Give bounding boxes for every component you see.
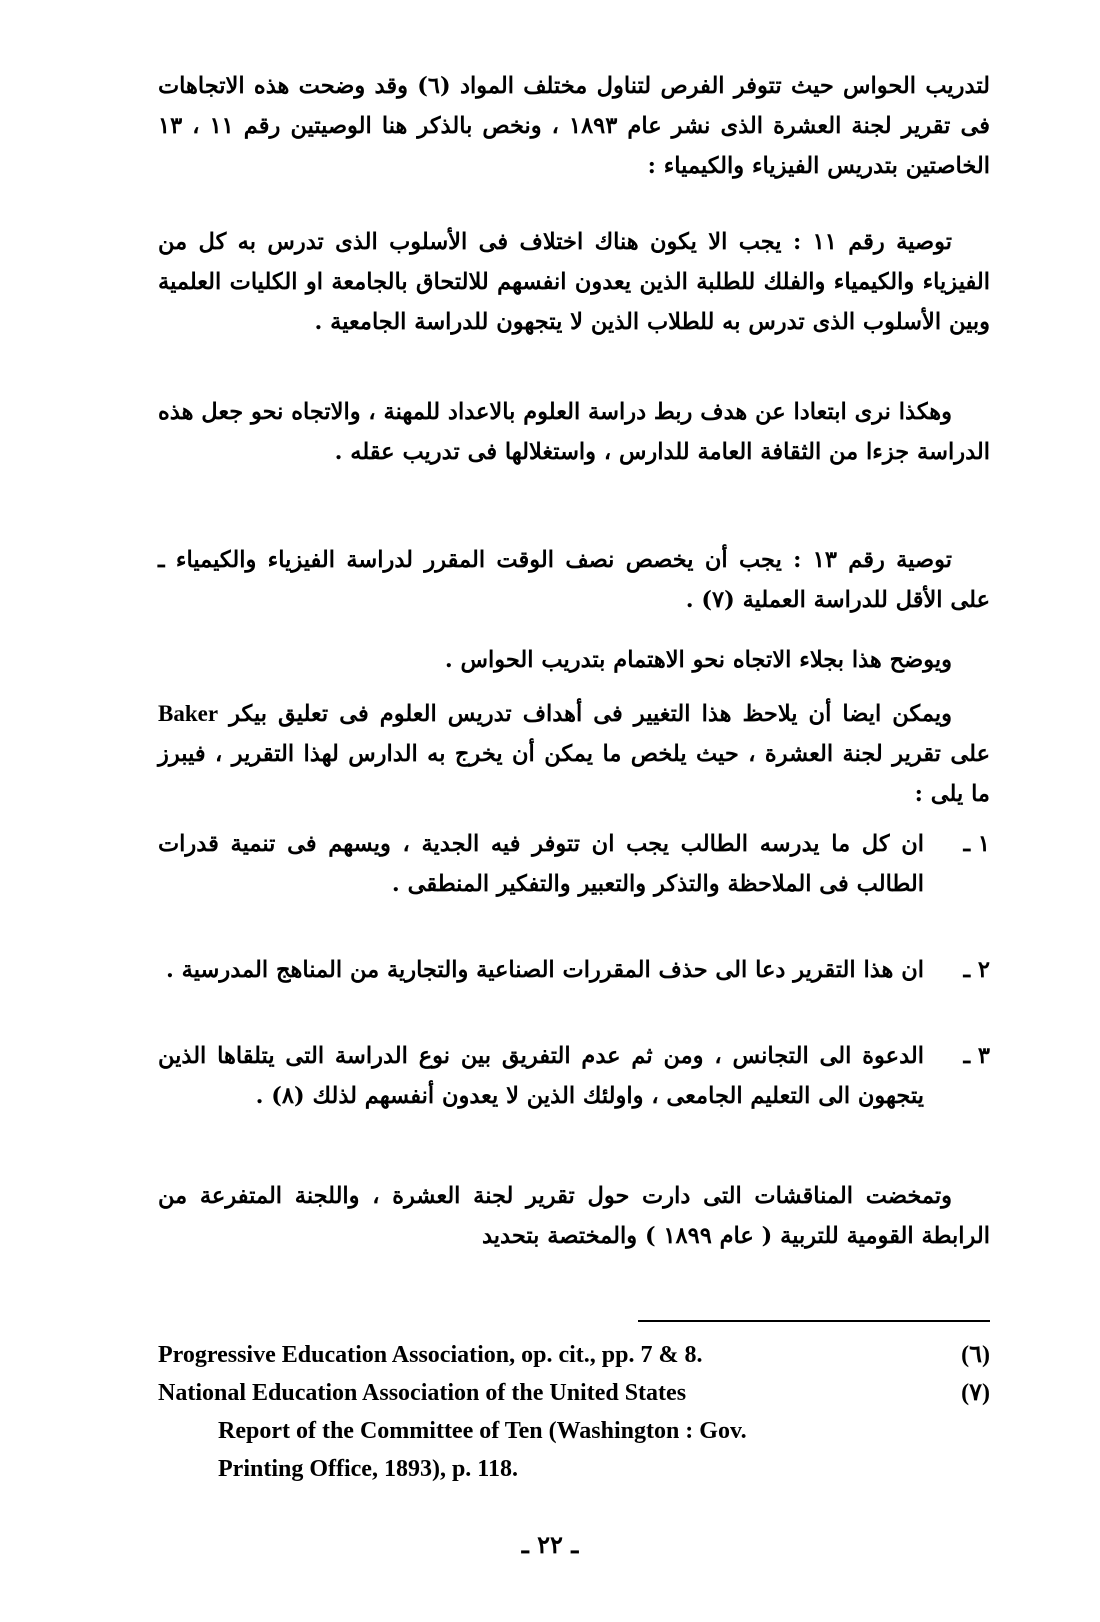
list-text: ان كل ما يدرسه الطالب يجب ان تتوفر فيه الجدية ، ويسهم فى تنمية قدرات الطالب فى الملاحظة والتذكر والتعبير والتفكير المنطقى . [158,831,924,897]
footnote-7 [158,1374,990,1488]
list-number: ٣ ـ [963,1043,990,1069]
footnote-divider [638,1320,990,1322]
footnote-line: Printing Office, 1893), p. 118. [218,1456,518,1482]
list-text: الدعوة الى التجانس ، ومن ثم عدم التفريق بين نوع الدراسة التى يتلقاها الذين يتجهون الى التعليم الجامعى ، واولئك الذين لا يعدون أنفسهم لذلك (٨) . [158,1043,924,1109]
footnote-line: Report of the Committee of Ten (Washington : Gov. [218,1418,747,1444]
list-item-1 [158,824,990,904]
recommendation-11: توصية رقم ١١ : يجب الا يكون هناك اختلاف فى الأسلوب الذى تدرس به كل من الفيزياء والكيمياء والفلك للطلبة الذين يعدون انفسهم للالتحاق بالجامعة او الكليات العلمية وبين الأسلوب الذى تدرس به للطلاب الذين لا يتجهون للدراسة الجامعية . [158,229,990,335]
list-text: ان هذا التقرير دعا الى حذف المقررات الصناعية والتجارية من المناهج المدرسية . [165,957,924,983]
footnote-marker: (٧) [961,1380,990,1406]
page-number: ـ ٢٢ ـ [521,1530,579,1559]
footnote-line: National Education Association of the United States [158,1380,687,1406]
baker-paragraph [158,694,990,814]
footnote-line: Progressive Education Association, op. cit., pp. 7 & 8. [158,1342,703,1368]
list-item-2 [158,950,990,990]
recommendation-13: توصية رقم ١٣ : يجب أن يخصص نصف الوقت المقرر لدراسة الفيزياء والكيمياء ـ على الأقل للدراسة العملية (٧) . [158,547,990,613]
closing-paragraph: وتمخضت المناقشات التى دارت حول تقرير لجنة العشرة ، واللجنة المتفرعة من الرابطة القومية للتربية ( عام ١٨٩٩ ) والمختصة بتحديد [158,1183,990,1249]
baker-text-before: ويمكن ايضا أن يلاحظ هذا التغيير فى أهداف تدريس العلوم فى تعليق بيكر [229,701,952,727]
footnote-6 [158,1336,990,1374]
list-number: ١ ـ [963,831,990,857]
baker-text-after: على تقرير لجنة العشرة ، حيث يلخص ما يمكن أن يخرج به الدارس لهذا التقرير ، فيبرز ما يلى : [158,741,990,807]
footnote-marker: (٦) [961,1342,990,1368]
list-item-3 [158,1036,990,1116]
baker-name: Baker [158,701,219,726]
paragraph-2: وهكذا نرى ابتعادا عن هدف ربط دراسة العلوم بالاعداد للمهنة ، والاتجاه نحو جعل هذه الدراسة جزءا من الثقافة العامة للدارس ، واستغلالها فى تدريب عقله . [158,399,990,465]
list-number: ٢ ـ [963,957,990,983]
paragraph-3: ويوضح هذا بجلاء الاتجاه نحو الاهتمام بتدريب الحواس . [444,647,952,673]
paragraph-1: لتدريب الحواس حيث تتوفر الفرص لتناول مختلف المواد (٦) وقد وضحت هذه الاتجاهات فى تقرير لجنة العشرة الذى نشر عام ١٨٩٣ ، ونخص بالذكر هنا الوصيتين رقم ١١ ، ١٣ الخاصتين بتدريس الفيزياء والكيمياء : [158,73,990,179]
